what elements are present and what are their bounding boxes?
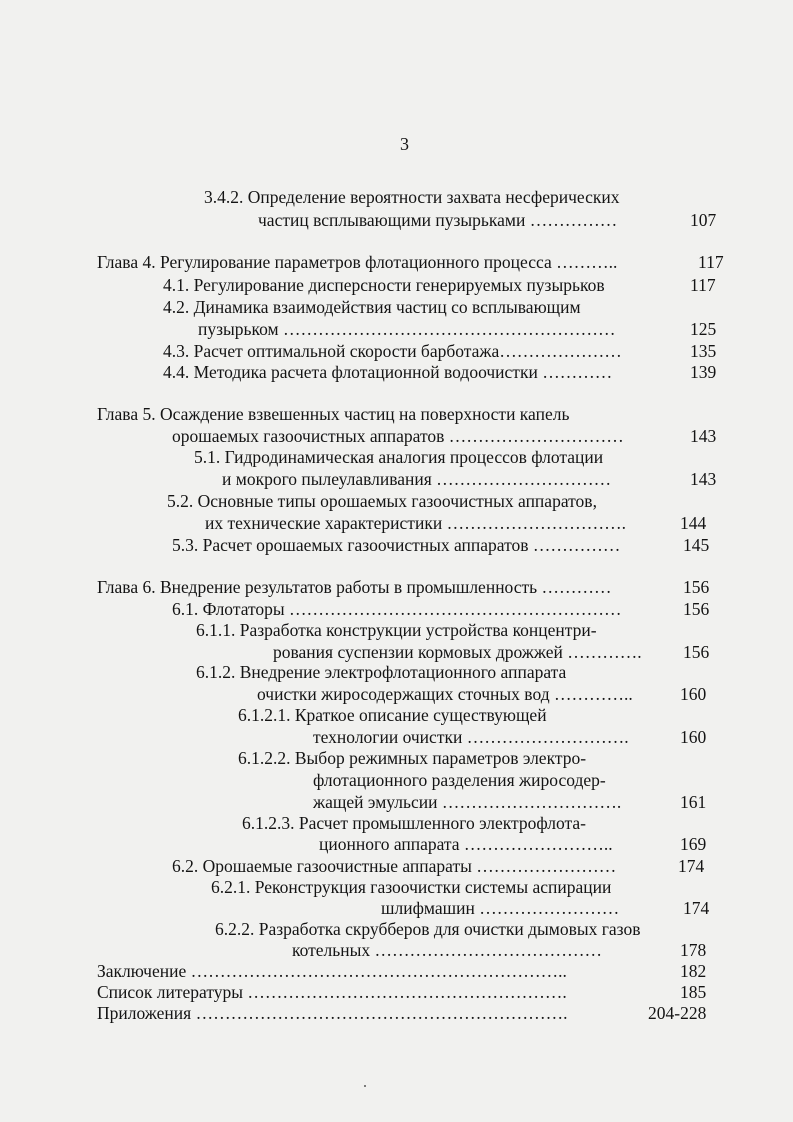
toc-entry: 6.1.2.3. Расчет промышленного электрофлота-: [242, 813, 587, 833]
toc-entry: пузырьком …………………………………………………: [198, 319, 616, 339]
toc-page: 161: [680, 792, 707, 812]
toc-entry: 6.1.2.1. Краткое описание существующей: [238, 705, 547, 725]
toc-entry: котельных …………………………………: [292, 940, 603, 960]
toc-chapter: Список литературы ……………………………………………….: [97, 982, 567, 1002]
toc-entry: 6.1.2. Внедрение электрофлотационного аппарата: [196, 662, 567, 682]
toc-entry: 6.1. Флотаторы …………………………………………………: [172, 599, 622, 619]
toc-page: 156: [683, 642, 710, 662]
toc-page: 160: [680, 727, 707, 747]
toc-page: 107: [690, 210, 717, 230]
page-number: 3: [400, 134, 409, 154]
toc-page: 169: [680, 834, 707, 854]
toc-chapter: Глава 5. Осаждение взвешенных частиц на поверхности капель: [97, 404, 570, 424]
toc-entry: частиц всплывающими пузырьками ……………: [258, 210, 618, 230]
toc-entry: шлифмашин ……………………: [381, 898, 620, 918]
toc-page: 204-228: [648, 1003, 707, 1023]
toc-entry: 5.2. Основные типы орошаемых газоочистных аппаратов,: [167, 491, 597, 511]
toc-entry: жащей эмульсии ………………………….: [313, 792, 622, 812]
toc-entry: 4.1. Регулирование дисперсности генерируемых пузырьков: [163, 275, 605, 295]
toc-entry: 6.1.2.2. Выбор режимных параметров электро-: [238, 748, 587, 768]
toc-entry: 6.2. Орошаемые газоочистные аппараты ……………………: [172, 856, 617, 876]
toc-entry: орошаемых газоочистных аппаратов …………………………: [172, 426, 624, 446]
toc-entry: ционного аппарата ……………………..: [319, 834, 613, 854]
toc-page: 182: [680, 961, 707, 981]
toc-page: 174: [678, 856, 705, 876]
toc-chapter: Глава 4. Регулирование параметров флотационного процесса ………..: [97, 252, 618, 272]
toc-entry: 6.1.1. Разработка конструкции устройства концентри-: [196, 620, 597, 640]
toc-page: 185: [680, 982, 707, 1002]
toc-page: 144: [680, 513, 707, 533]
scan-speck: [364, 1085, 366, 1087]
toc-page: 143: [690, 469, 717, 489]
toc-entry: 4.3. Расчет оптимальной скорости барботажа…………………: [163, 341, 622, 361]
toc-entry: флотационного разделения жиросодер-: [313, 770, 606, 790]
toc-page: 117: [698, 252, 724, 272]
toc-entry: 5.3. Расчет орошаемых газоочистных аппаратов ……………: [172, 535, 621, 555]
toc-entry: рования суспензии кормовых дрожжей ………….: [273, 642, 642, 662]
toc-entry: технологии очистки ……………………….: [313, 727, 629, 747]
toc-chapter: Приложения ……………………………………………………….: [97, 1003, 568, 1023]
toc-page: 139: [690, 362, 717, 382]
toc-chapter: Заключение ………………………………………………………..: [97, 961, 567, 981]
toc-entry: 6.2.2. Разработка скрубберов для очистки дымовых газов: [215, 919, 641, 939]
toc-chapter: Глава 6. Внедрение результатов работы в промышленность …………: [97, 577, 612, 597]
toc-page: 143: [690, 426, 717, 446]
toc-page: 117: [690, 275, 716, 295]
toc-entry: и мокрого пылеулавливания …………………………: [222, 469, 612, 489]
toc-page: 125: [690, 319, 717, 339]
toc-page: 135: [690, 341, 717, 361]
toc-entry: 4.2. Динамика взаимодействия частиц со всплывающим: [163, 297, 581, 317]
toc-entry: их технические характеристики ………………………….: [205, 513, 626, 533]
toc-entry: 6.2.1. Реконструкция газоочистки системы аспирации: [211, 877, 612, 897]
toc-entry: 3.4.2. Определение вероятности захвата несферических: [204, 187, 620, 207]
toc-page: 156: [683, 577, 710, 597]
toc-page: 145: [683, 535, 710, 555]
toc-page: 156: [683, 599, 710, 619]
toc-entry: 4.4. Методика расчета флотационной водоочистки …………: [163, 362, 613, 382]
toc-page: 160: [680, 684, 707, 704]
toc-page: 178: [680, 940, 707, 960]
toc-entry: очистки жиросодержащих сточных вод …………..: [257, 684, 633, 704]
toc-page: 174: [683, 898, 710, 918]
toc-entry: 5.1. Гидродинамическая аналогия процессов флотации: [194, 447, 604, 467]
